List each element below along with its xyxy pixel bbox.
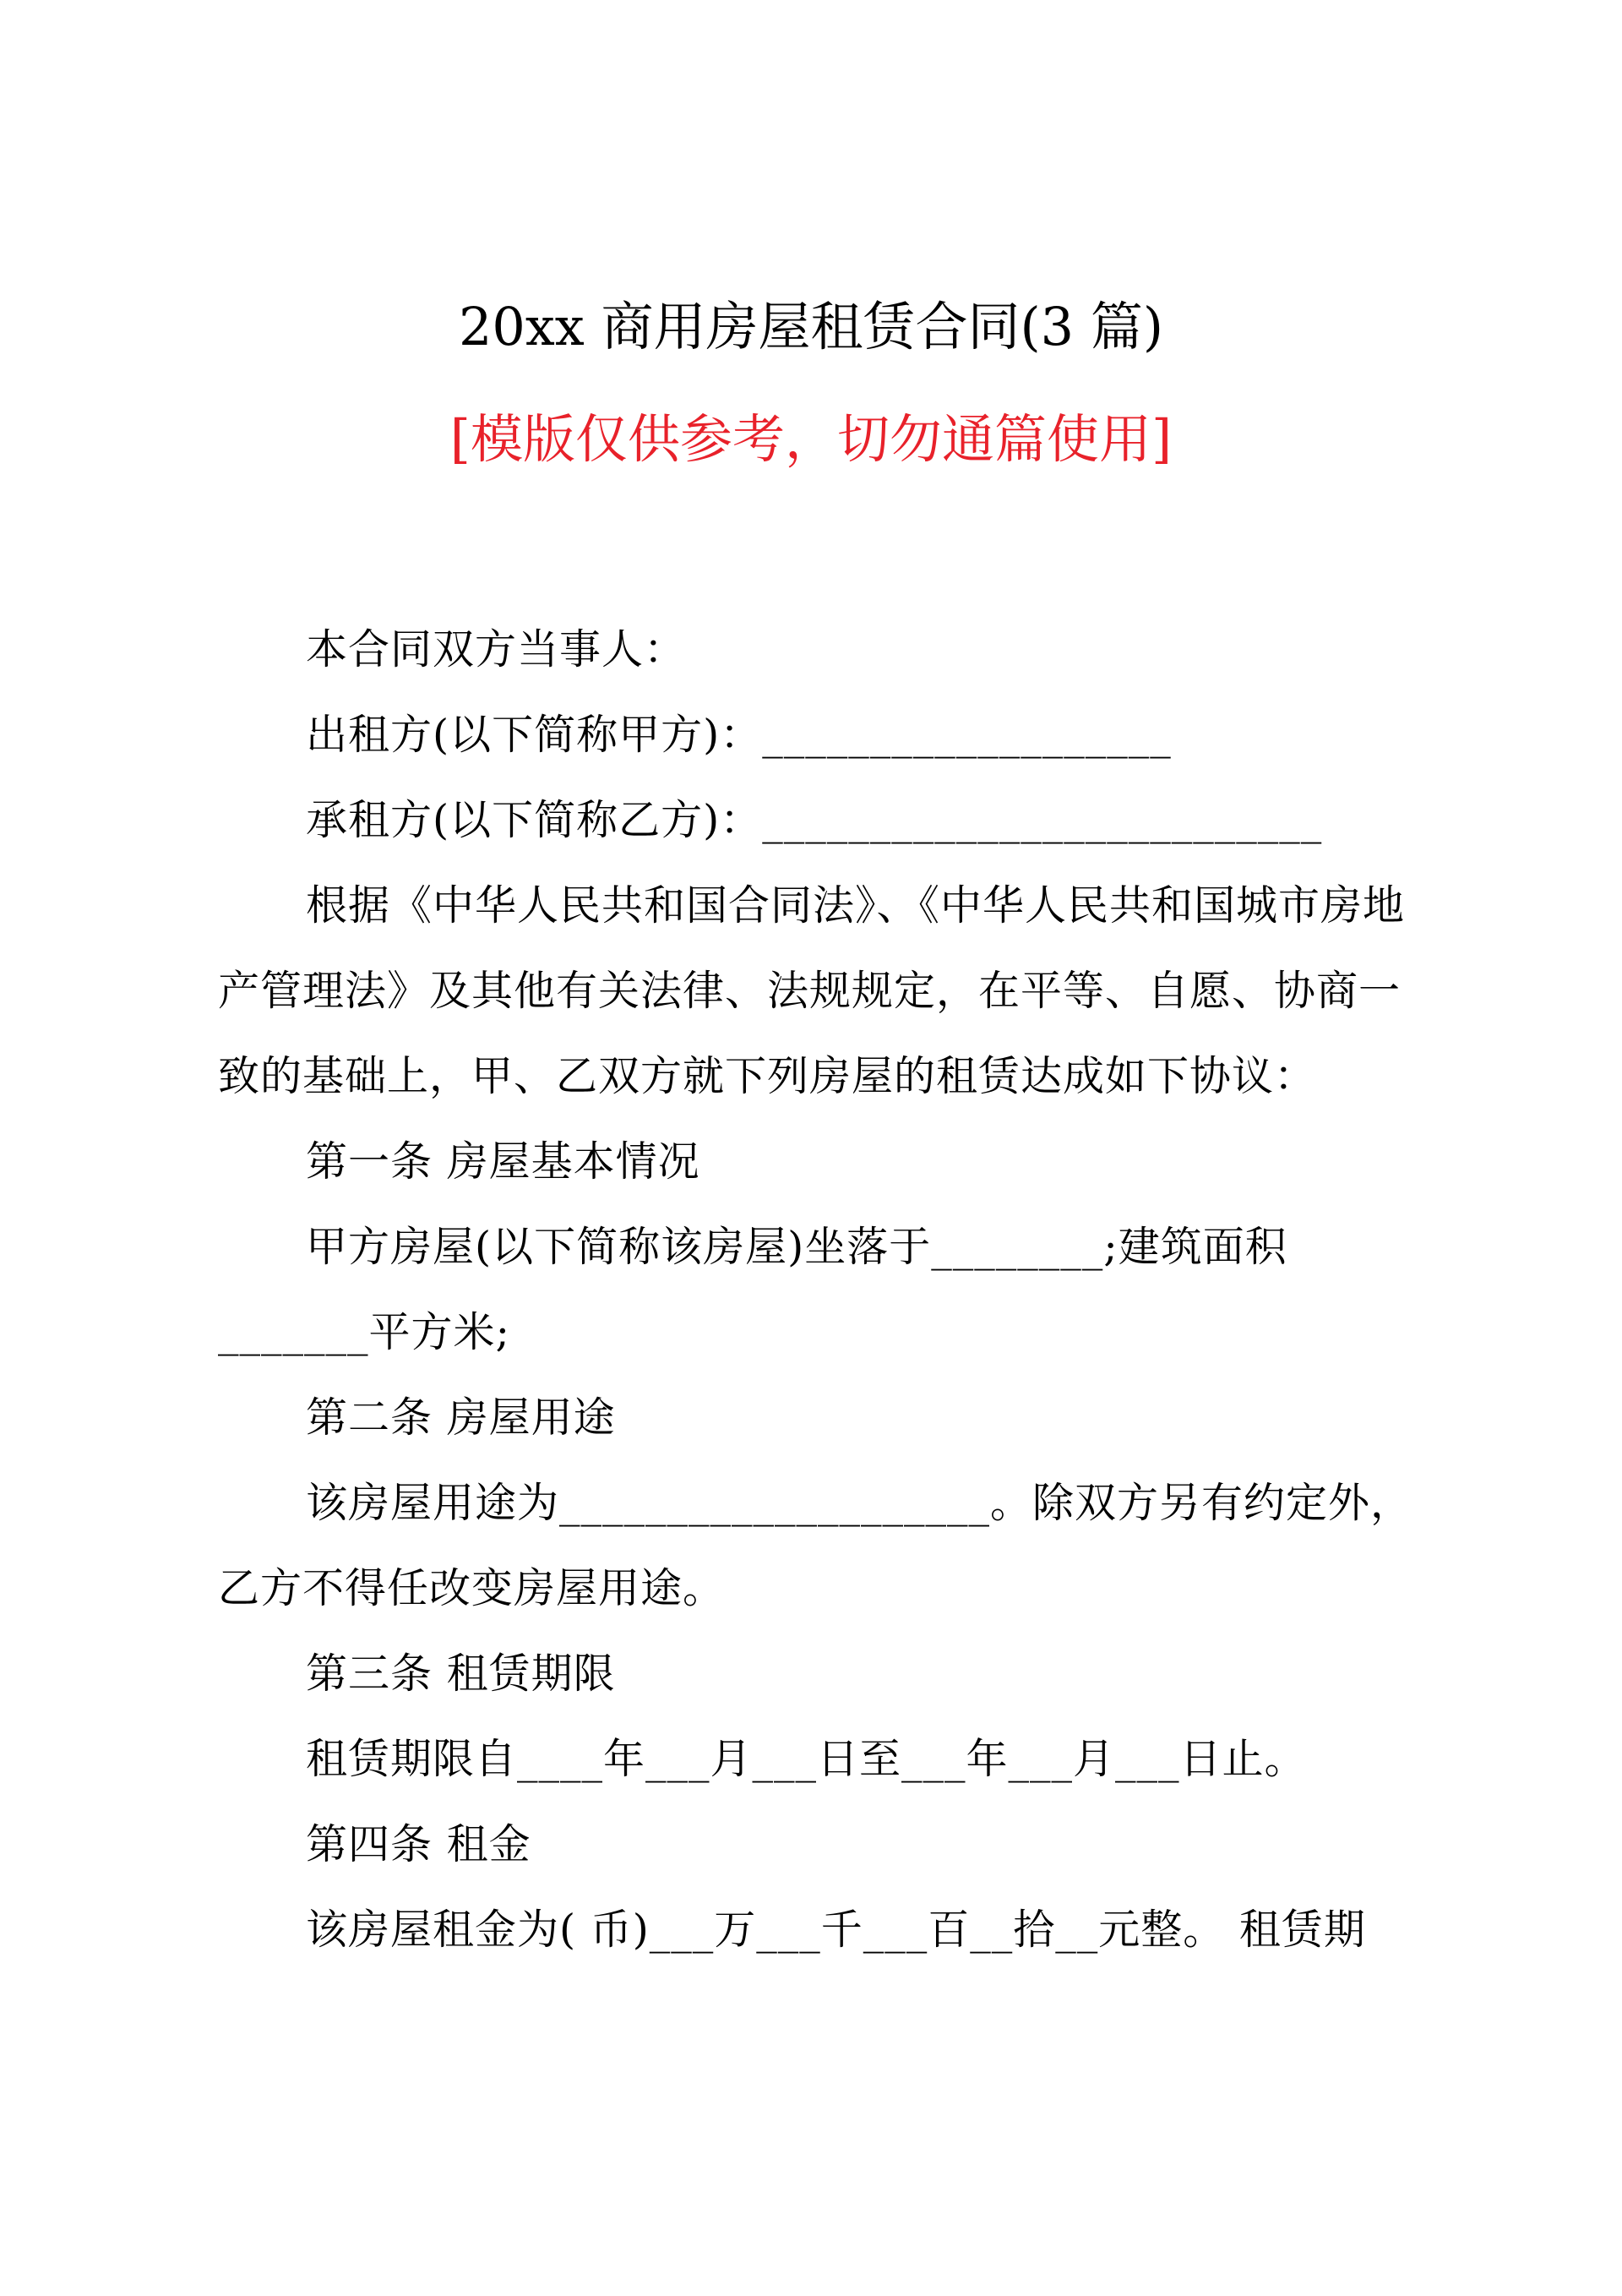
article-4-text: 该房屋租金为( 币)___万___千___百__拾__元整。 租赁期: [306, 1906, 1366, 1954]
article-3-text: 租赁期限自____年___月___日至___年___月___日止。: [306, 1735, 1307, 1783]
article-1-heading: 第一条 房屋基本情况: [306, 1137, 700, 1186]
article-3-heading: 第三条 租赁期限: [306, 1650, 616, 1698]
template-notice: [模版仅供参考，切勿通篇使用]: [449, 408, 1173, 470]
lessor-line: 出租方(以下简称甲方)：___________________: [306, 711, 1172, 759]
article-2-text-line-2: 乙方不得任改变房屋用途。: [218, 1564, 726, 1612]
article-1-text-line-1: 甲方房屋(以下简称该房屋)坐落于________;建筑面积: [306, 1223, 1287, 1271]
basis-paragraph-line-1: 根据《中华人民共和国合同法》、《中华人民共和国城市房地: [306, 881, 1406, 930]
document-title: 20xx 商用房屋租赁合同(3 篇): [458, 296, 1164, 357]
basis-paragraph-line-2: 产管理法》及其他有关法律、法规规定，在平等、自愿、协商一: [218, 967, 1402, 1015]
contract-body: [218, 607, 1418, 1972]
lessee-line: 承租方(以下简称乙方)：__________________________: [306, 796, 1323, 844]
article-2-text-line-1: 该房屋用途为____________________。除双方另有约定外，: [306, 1479, 1413, 1527]
parties-heading: 本合同双方当事人：: [306, 625, 687, 674]
article-2-heading: 第二条 房屋用途: [306, 1393, 616, 1442]
article-4-heading: 第四条 租金: [306, 1820, 531, 1868]
article-1-text-line-2: _______平方米;: [218, 1308, 511, 1356]
basis-paragraph-line-3: 致的基础上，甲、乙双方就下列房屋的租赁达成如下协议：: [218, 1052, 1317, 1100]
